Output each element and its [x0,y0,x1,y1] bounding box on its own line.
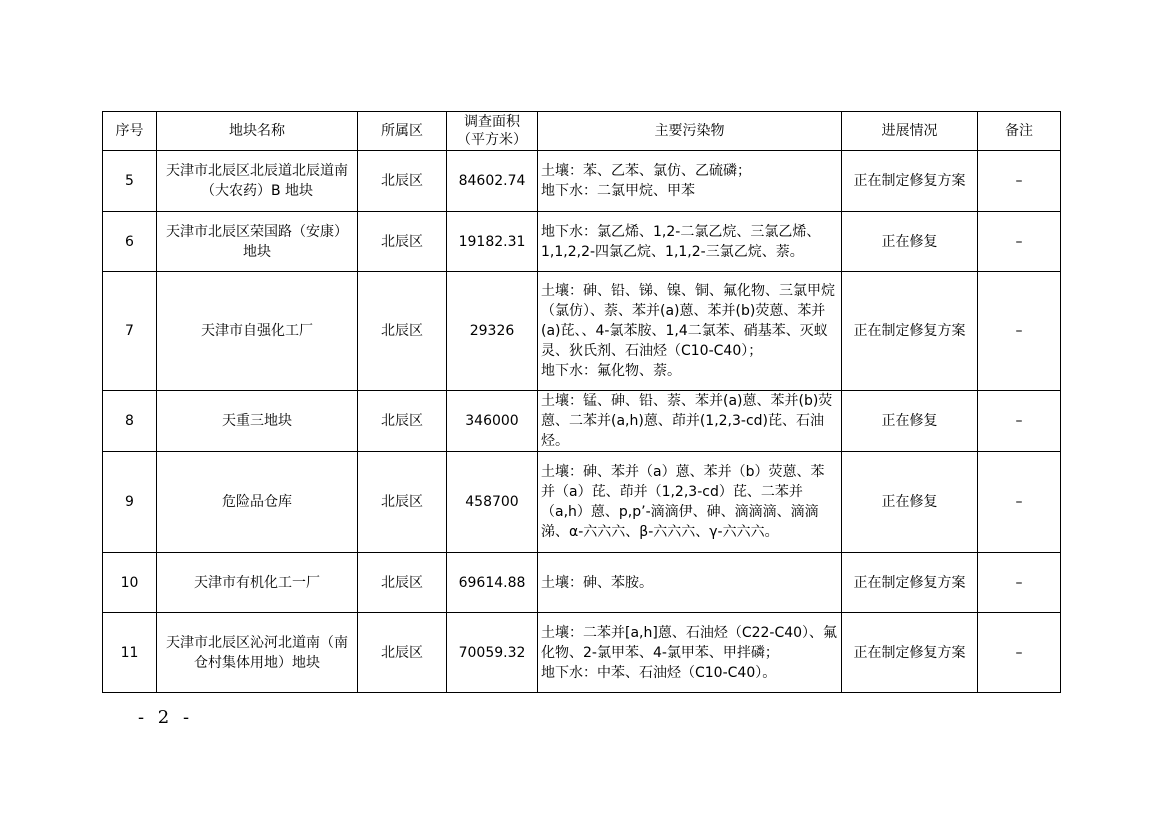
cell-district: 北辰区 [358,452,447,553]
cell-area: 346000 [447,391,538,452]
cell-site-name: 危险品仓库 [157,452,358,553]
cell-remarks: – [978,151,1061,212]
header-progress: 进展情况 [842,112,978,151]
cell-seq: 5 [103,151,157,212]
cell-progress: 正在制定修复方案 [842,613,978,693]
cell-seq: 6 [103,212,157,272]
cell-remarks: – [978,391,1061,452]
table-header-row [103,112,1061,151]
header-area-line2: （平方米） [457,132,527,148]
pollutant-line: 地下水：氯乙烯、1,2-二氯乙烷、三氯乙烯、1,1,2,2-四氯乙烷、1,1,2-三氯乙烷、萘。 [541,223,821,260]
cell-pollutants [538,151,842,212]
cell-seq: 9 [103,452,157,553]
cell-progress: 正在制定修复方案 [842,151,978,212]
cell-site-name: 天津市有机化工一厂 [157,553,358,613]
cell-pollutants [538,272,842,391]
cell-seq: 7 [103,272,157,391]
cell-progress: 正在修复 [842,212,978,272]
page-number: - 2 - [138,707,194,728]
pollutant-line: 土壤：二苯并[a,h]蒽、石油烃（C22-C40）、氟化物、2-氯甲苯、4-氯甲苯、甲拌磷； [541,624,838,661]
pollutant-line: 地下水：氟化物、萘。 [541,363,681,379]
cell-area: 84602.74 [447,151,538,212]
cell-area: 70059.32 [447,613,538,693]
cell-site-name: 天津市自强化工厂 [157,272,358,391]
header-area-line1: 调查面积 [464,114,520,130]
cell-district: 北辰区 [358,151,447,212]
table-row [103,391,1061,452]
pollutant-line: 土壤：锰、砷、铅、萘、苯并(a)蒽、苯并(b)荧蒽、二苯并(a,h)蒽、茚并(1,2,3-cd)芘、石油烃。 [541,393,833,449]
table-row [103,613,1061,693]
cell-pollutants [538,613,842,693]
cell-site-name: 天重三地块 [157,391,358,452]
header-remarks: 备注 [978,112,1061,151]
cell-area: 29326 [447,272,538,391]
cell-site-name: 天津市北辰区沁河北道南（南仓村集体用地）地块 [157,613,358,693]
contaminated-sites-table [102,111,1061,693]
cell-pollutants [538,212,842,272]
pollutant-line: 土壤：砷、铅、锑、镍、铜、氟化物、三氯甲烷（氯仿）、萘、苯并(a)蒽、苯并(b)荧蒽、苯并(a)芘、、4-氯苯胺、1,4二氯苯、硝基苯、灭蚁灵、狄氏剂、石油烃（C10-C40）； [541,283,835,359]
table-row [103,212,1061,272]
table-row [103,151,1061,212]
cell-site-name: 天津市北辰区北辰道北辰道南（大农药）B 地块 [157,151,358,212]
cell-district: 北辰区 [358,613,447,693]
cell-remarks: – [978,452,1061,553]
pollutant-line: 地下水：二氯甲烷、甲苯 [541,183,695,199]
cell-district: 北辰区 [358,391,447,452]
cell-progress: 正在修复 [842,452,978,553]
table-row [103,452,1061,553]
cell-site-name: 天津市北辰区荣国路（安康）地块 [157,212,358,272]
cell-pollutants [538,452,842,553]
cell-area: 69614.88 [447,553,538,613]
cell-remarks: – [978,553,1061,613]
cell-pollutants [538,553,842,613]
cell-seq: 11 [103,613,157,693]
table-row [103,272,1061,391]
header-seq: 序号 [103,112,157,151]
cell-progress: 正在修复 [842,391,978,452]
table-row [103,553,1061,613]
cell-district: 北辰区 [358,212,447,272]
cell-area: 19182.31 [447,212,538,272]
cell-district: 北辰区 [358,272,447,391]
cell-progress: 正在制定修复方案 [842,553,978,613]
cell-seq: 8 [103,391,157,452]
cell-remarks: – [978,212,1061,272]
cell-progress: 正在制定修复方案 [842,272,978,391]
header-district: 所属区 [358,112,447,151]
cell-area: 458700 [447,452,538,553]
pollutant-line: 土壤：砷、苯胺。 [541,574,653,591]
cell-remarks: – [978,272,1061,391]
header-area [447,112,538,151]
cell-district: 北辰区 [358,553,447,613]
pollutant-line: 土壤：苯、乙苯、氯仿、乙硫磷； [541,163,751,179]
table-body [103,151,1061,693]
cell-pollutants [538,391,842,452]
cell-remarks: – [978,613,1061,693]
header-pollutants: 主要污染物 [538,112,842,151]
pollutant-line: 地下水：中苯、石油烃（C10-C40）。 [541,664,777,681]
cell-seq: 10 [103,553,157,613]
header-name: 地块名称 [157,112,358,151]
pollutant-line: 土壤：砷、苯并（a）蒽、苯并（b）荧蒽、苯并（a）芘、茚并（1,2,3-cd）芘、二苯并（a,h）蒽、p,p’-滴滴伊、砷、滴滴滴、滴滴涕、α-六六六、β-六六六、γ-六六六。 [541,464,825,540]
